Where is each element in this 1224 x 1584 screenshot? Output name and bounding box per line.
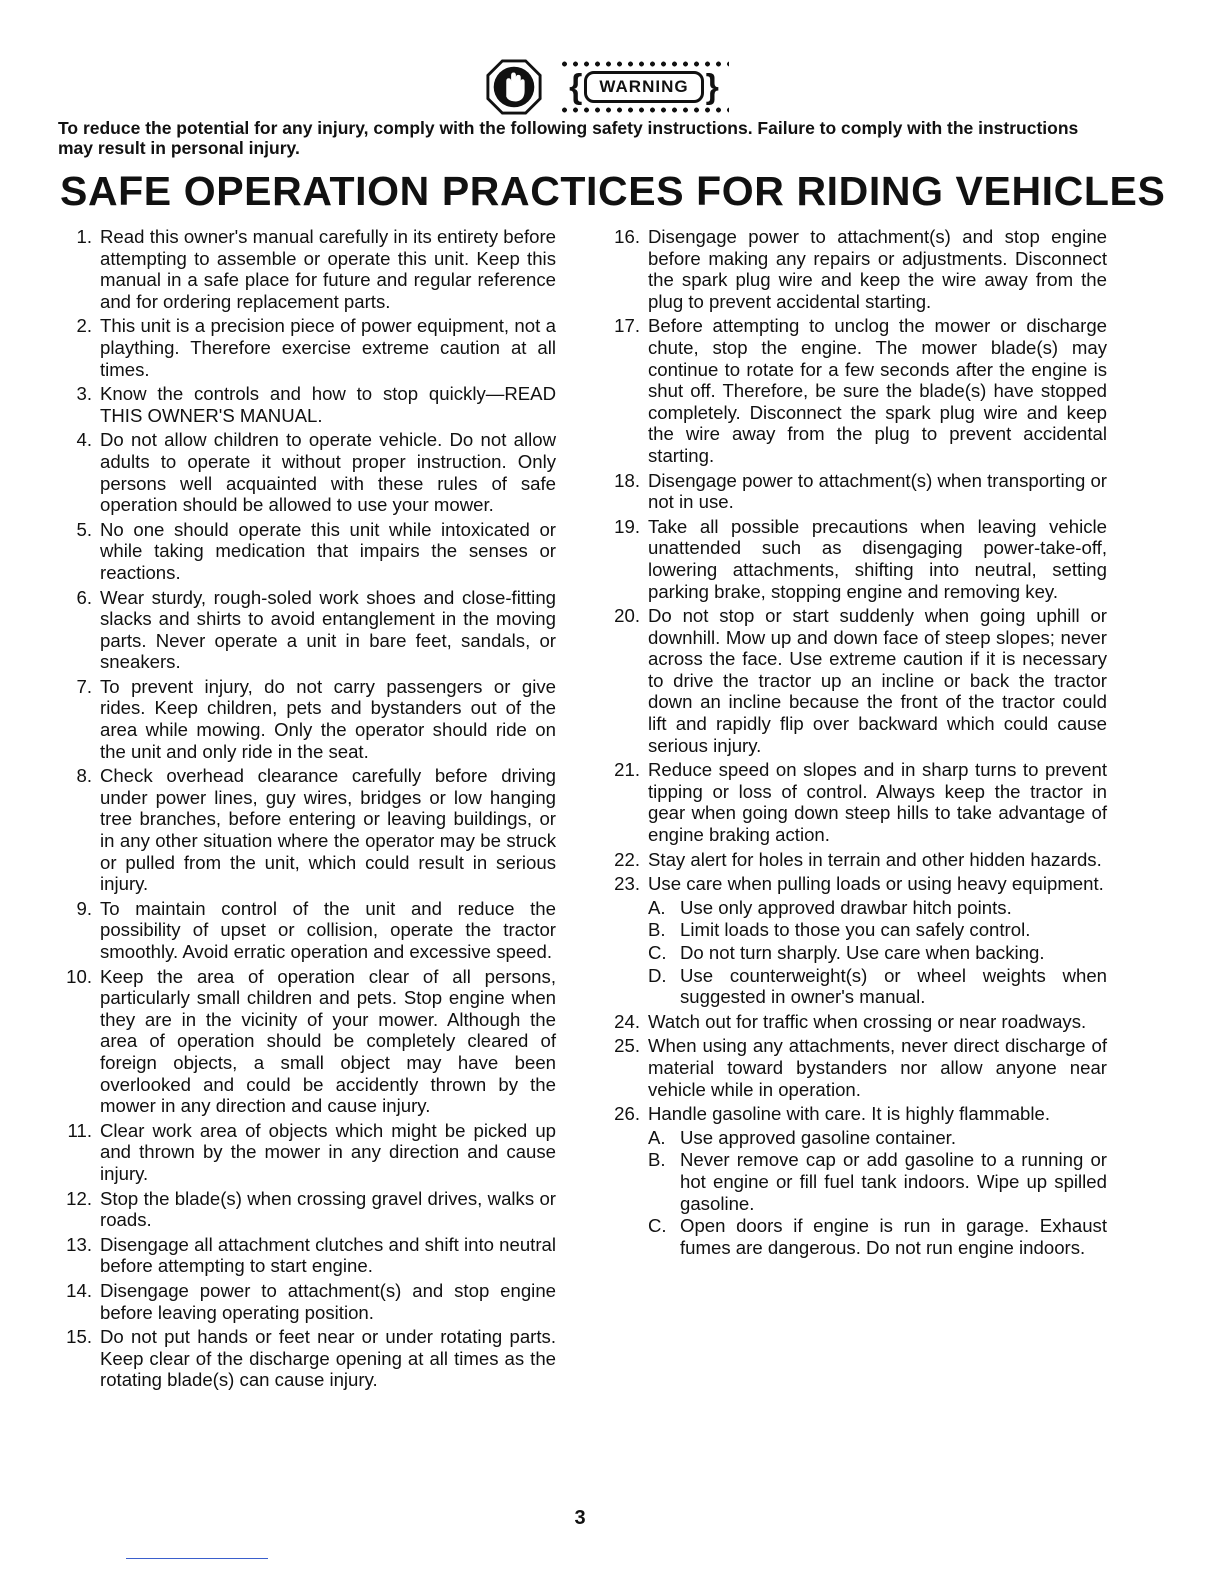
- item-text: Disengage power to attachment(s) when transporting or not in use.: [648, 469, 1107, 513]
- warning-label: WARNING: [584, 71, 703, 103]
- item-text: When using any attachments, never direct discharge of material toward bystanders nor allow anyone near vehicle while in operation.: [648, 1035, 1107, 1100]
- sub-item-letter: C.: [648, 1215, 667, 1237]
- sub-item-text: Use counterweight(s) or wheel weights when suggested in owner's manual.: [680, 964, 1107, 1008]
- item-number: 16.: [614, 226, 640, 247]
- item-number: 6.: [76, 586, 92, 608]
- item-number: 11.: [67, 1119, 92, 1141]
- sub-list: [648, 1127, 1107, 1259]
- right-brace: }: [705, 68, 719, 106]
- item-number: 12.: [66, 1187, 92, 1209]
- item-text: This unit is a precision piece of power equipment, not a plaything. Therefore exercise extreme caution at all times.: [100, 315, 556, 380]
- sub-item-text: Use approved gasoline container.: [680, 1126, 956, 1148]
- item-number: 24.: [614, 1010, 640, 1032]
- item-text: Read this owner's manual carefully in its entirety before attempting to assemble or operate this unit. Keep this manual in a safe place for future and regular reference and for ordering replacement parts.: [100, 226, 556, 312]
- item-text: Do not allow children to operate vehicle. Do not allow adults to operate it without proper instruction. Only persons well acquainted with these rules of safe operation should be allowed to use your mower.: [100, 429, 556, 516]
- item-text: Take all possible precautions when leaving vehicle unattended such as disengaging power-take-off, lowering attachments, shifting into neutral, setting parking brake, stopping engine and removing key.: [648, 515, 1107, 602]
- item-number: 19.: [614, 515, 640, 537]
- list-item: [56, 676, 556, 762]
- item-text: Reduce speed on slopes and in sharp turns to prevent tipping or loss of control. Always keep the tractor in gear when going down steep hills to take advantage of engine braking action.: [648, 759, 1107, 846]
- item-number: 10.: [66, 965, 92, 987]
- page-title: SAFE OPERATION PRACTICES FOR RIDING VEHICLES: [60, 168, 1166, 214]
- item-text: Wear sturdy, rough-soled work shoes and close-fitting slacks and shirts to avoid entanglement in the moving parts. Never operate a unit in bare feet, sandals, or sneakers.: [100, 586, 556, 673]
- list-item: [56, 1326, 556, 1391]
- item-text: Keep the area of operation clear of all persons, particularly small children and pets. Stop engine when they are in the vicinity of your mower. Although the area of operation should be completely cleared of foreign objects, a small object may have been overlooked and could be accidently thrown by the mower in any direction and cause injury.: [100, 965, 556, 1117]
- item-number: 25.: [614, 1035, 640, 1057]
- list-item: [604, 759, 1107, 845]
- list-item: [56, 429, 556, 515]
- item-number: 7.: [76, 675, 92, 697]
- item-number: 13.: [66, 1233, 92, 1255]
- sub-list-item: [648, 942, 1107, 964]
- item-number: 4.: [76, 429, 92, 451]
- sub-list-item: [648, 1149, 1107, 1214]
- item-text: Stay alert for holes in terrain and other hidden hazards.: [648, 848, 1102, 870]
- item-text: Disengage power to attachment(s) and stop engine before making any repairs or adjustments. Disconnect the spark plug wire and keep the wire away from the plug to prevent accidental starting.: [648, 226, 1107, 312]
- item-number: 21.: [614, 759, 640, 781]
- sub-list: [648, 897, 1107, 1008]
- item-number: 23.: [614, 873, 640, 895]
- item-text: Disengage all attachment clutches and shift into neutral before attempting to start engine.: [100, 1233, 556, 1277]
- item-number: 2.: [76, 315, 92, 337]
- right-column-list: [604, 226, 1107, 1261]
- list-item: [604, 226, 1107, 312]
- item-text: No one should operate this unit while intoxicated or while taking medication that impairs the senses or reactions.: [100, 518, 556, 583]
- warning-dots-top: [559, 61, 729, 67]
- left-brace: {: [569, 68, 583, 106]
- sub-list-item: [648, 965, 1107, 1008]
- item-number: 20.: [614, 605, 640, 627]
- sub-item-letter: C.: [648, 942, 667, 963]
- item-text: Before attempting to unclog the mower or discharge chute, stop the engine. The mower blade(s) may continue to rotate for a few seconds after the engine is shut off. Therefore, be sure the blade(s) have stopped completely. Disconnect the spark plug wire and keep the wire away from the plug to prevent accidental starting.: [648, 315, 1107, 466]
- list-item: [604, 605, 1107, 756]
- item-text: Disengage power to attachment(s) and stop engine before leaving operating position.: [100, 1279, 556, 1323]
- list-item: [56, 383, 556, 426]
- item-text: Handle gasoline with care. It is highly flammable.: [648, 1103, 1051, 1125]
- sub-item-text: Use only approved drawbar hitch points.: [680, 896, 1012, 918]
- list-item: [604, 1103, 1107, 1258]
- sub-list-item: [648, 919, 1107, 941]
- intro-text: To reduce the potential for any injury, comply with the following safety instructions. Failure to comply with the instructions may result in personal injury.: [58, 118, 1079, 158]
- warning-badge: [549, 61, 739, 113]
- list-item: [604, 1011, 1107, 1033]
- item-number: 18.: [614, 469, 640, 491]
- item-number: 8.: [76, 765, 92, 787]
- list-item: [56, 1120, 556, 1185]
- item-number: 1.: [76, 226, 92, 247]
- warning-header: [0, 58, 1224, 116]
- sub-item-text: Do not turn sharply. Use care when backing.: [680, 942, 1045, 963]
- item-text: Check overhead clearance carefully before driving under power lines, guy wires, bridges or low hanging tree branches, before entering or leaving buildings, or in any other situation where the operator may be struck or pulled from the unit, which could result in serious injury.: [100, 765, 556, 895]
- item-number: 9.: [76, 897, 92, 919]
- list-item: [56, 765, 556, 895]
- list-item: [56, 966, 556, 1117]
- list-item: [56, 315, 556, 380]
- list-item: [56, 226, 556, 312]
- sub-list-item: [648, 1215, 1107, 1258]
- list-item: [604, 1035, 1107, 1100]
- item-text: Stop the blade(s) when crossing gravel drives, walks or roads.: [100, 1187, 556, 1231]
- item-number: 17.: [614, 315, 640, 337]
- page-number: 3: [574, 1507, 586, 1529]
- item-number: 5.: [76, 518, 92, 540]
- sub-item-text: Limit loads to those you can safely control.: [680, 919, 1031, 941]
- item-text: Know the controls and how to stop quickly—READ THIS OWNER'S MANUAL.: [100, 383, 556, 426]
- list-item: [56, 1280, 556, 1323]
- list-item: [56, 1234, 556, 1277]
- item-number: 14.: [66, 1279, 92, 1301]
- list-item: [56, 519, 556, 584]
- footer-rule: [126, 1558, 268, 1559]
- list-item: [56, 898, 556, 963]
- left-column-list: [56, 226, 556, 1394]
- item-number: 26.: [614, 1103, 640, 1125]
- sub-item-text: Never remove cap or add gasoline to a running or hot engine or fill fuel tank indoors. Wipe up spilled gasoline.: [680, 1149, 1107, 1214]
- sub-item-letter: A.: [648, 1126, 666, 1148]
- sub-list-item: [648, 897, 1107, 919]
- sub-item-letter: B.: [648, 919, 666, 941]
- item-text: Watch out for traffic when crossing or near roadways.: [648, 1010, 1087, 1032]
- list-item: [604, 516, 1107, 602]
- item-text: To prevent injury, do not carry passengers or give rides. Keep children, pets and bystanders out of the area while mowing. Only the operator should ride on the unit and only ride in the seat.: [100, 675, 556, 762]
- item-text: Do not stop or start suddenly when going uphill or downhill. Mow up and down face of steep slopes; never across the face. Use extreme caution if it is necessary to drive the tractor up an incline or back the tractor down an incline because the front of the tractor could lift and rapidly flip over backward which could cause serious injury.: [648, 605, 1107, 756]
- item-number: 15.: [66, 1326, 92, 1348]
- item-text: To maintain control of the unit and reduce the possibility of upset or collision, operate the tractor smoothly. Avoid erratic operation and excessive speed.: [100, 897, 556, 962]
- list-item: [604, 315, 1107, 466]
- sub-item-letter: A.: [648, 896, 666, 918]
- list-item: [604, 849, 1107, 871]
- list-item: [604, 470, 1107, 513]
- sub-list-item: [648, 1127, 1107, 1149]
- list-item: [56, 1188, 556, 1231]
- sub-item-letter: D.: [648, 964, 667, 986]
- list-item: [604, 873, 1107, 1008]
- list-item: [56, 587, 556, 673]
- item-number: 22.: [614, 848, 640, 870]
- item-text: Do not put hands or feet near or under rotating parts. Keep clear of the discharge opening at all times as the rotating blade(s) can cause injury.: [100, 1326, 556, 1391]
- stop-hand-icon: [485, 58, 543, 116]
- item-text: Clear work area of objects which might be picked up and thrown by the mower in any direction and cause injury.: [100, 1119, 556, 1184]
- item-number: 3.: [76, 383, 92, 405]
- sub-item-text: Open doors if engine is run in garage. Exhaust fumes are dangerous. Do not run engine indoors.: [680, 1215, 1107, 1258]
- sub-item-letter: B.: [648, 1149, 666, 1171]
- item-text: Use care when pulling loads or using heavy equipment.: [648, 873, 1104, 895]
- warning-dots-bottom: [559, 107, 729, 113]
